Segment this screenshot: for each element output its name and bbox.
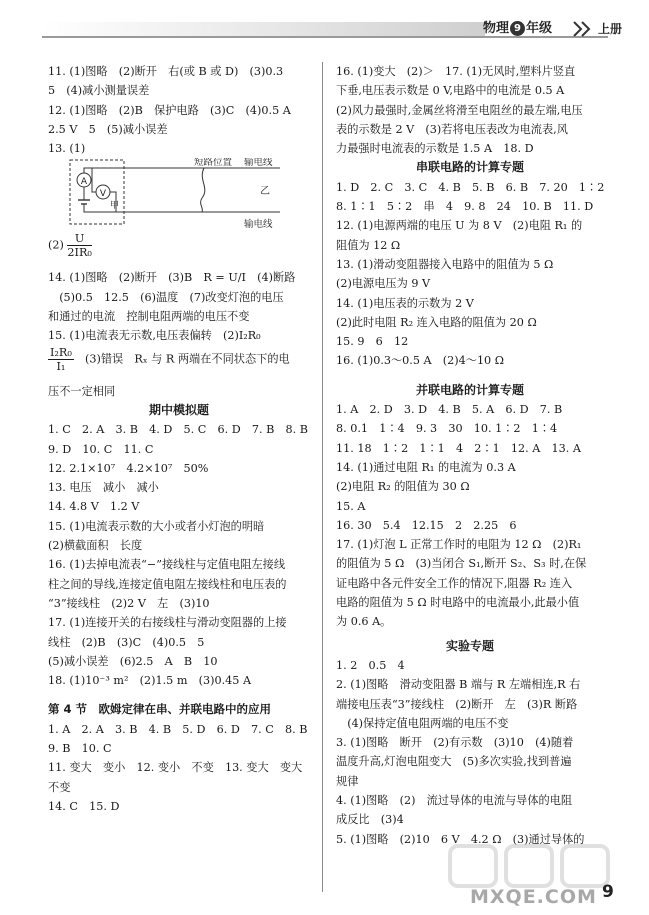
answer-line: 不变: [48, 780, 71, 794]
answer-line: 11. (1)图略 (2)断开 右(或 B 或 D) (3)0.3: [48, 65, 284, 78]
answer-line-fraction: [48, 346, 310, 382]
answer-line: 13. (1)滑动变阻器接入电路中的阻值为 5 Ω: [336, 257, 554, 271]
section-title-section4: 第 4 节 欧姆定律在串、并联电路中的应用: [48, 702, 272, 717]
answer-line: 8. 0.1 1∶4 9. 3 30 10. 1∶2 1∶4: [336, 422, 558, 436]
answer-line: 阻值为 12 Ω: [336, 238, 401, 252]
answer-line: 下垂,电压表示数是 0 V,电路中的电流是 0.5 A: [336, 84, 565, 98]
answer-line: 13. 电压 减小 减小: [48, 481, 159, 495]
answer-line: 3. (1)图略 断开 (2)有示数 (3)10 (4)随着: [336, 736, 574, 750]
answer-line: (2)横截面积 长度: [48, 539, 143, 553]
answer-line: 12. (1)电源两端的电压 U 为 8 V (2)电阻 R₁ 的: [336, 219, 583, 233]
answer-line: 14. (1)通过电阻 R₁ 的电流为 0.3 A: [336, 460, 516, 474]
answer-line: 11. 变大 变小 12. 变小 不变 13. 变大 变大: [48, 761, 303, 775]
answer-line: 电路的阻值为 5 Ω 时电路中的电流最小,此最小值: [336, 596, 580, 610]
section-title-parallel: 并联电路的计算专题: [415, 382, 524, 397]
fraction-denominator: I₁: [56, 359, 66, 373]
grade-circle: 9: [510, 21, 525, 36]
column-divider: [322, 62, 323, 892]
page-number: 9: [602, 882, 614, 902]
fraction-numerator: I₂R₀: [50, 345, 72, 359]
answer-line: 1. A 2. D 3. D 4. B 5. A 6. D 7. B: [336, 403, 563, 417]
answer-line: 1. A 2. A 3. B 4. B 5. D 6. D 7. C 8. B: [48, 722, 308, 736]
header-subject: 物理: [483, 21, 510, 36]
answer-line: 9. D 10. C 11. C: [48, 442, 154, 456]
answer-line: 17. (1)连接开关的右接线柱与滑动变阻器的上接: [48, 616, 287, 630]
answer-line: 1. D 2. C 3. C 4. B 5. B 6. B 7. 20 1∶2: [336, 180, 605, 194]
answer-line-fraction: [48, 232, 310, 268]
answer-line: (2)风力最强时,金属丝将滑至电阻丝的最左端,电压: [336, 103, 583, 117]
answer-line: 14. (1)图略 (2)断开 (3)B R = U/I (4)断路: [48, 271, 296, 285]
ammeter-symbol: A: [80, 177, 88, 188]
left-column: [48, 62, 310, 816]
answer-line: 2.5 V 5 (5)减小误差: [48, 122, 168, 136]
answer-line: 柱之间的导线,连接定值电阻左接线柱和电压表的: [48, 577, 287, 591]
answer-line: 16. (1)去掉电流表“−”接线柱与定值电阻左接线: [48, 558, 286, 572]
answer-line: 16. 30 5.4 12.15 2 2.25 6: [336, 518, 517, 532]
answer-line: (5)减小误差 (6)2.5 A B 10: [48, 654, 218, 668]
answer-line: 5. (1)图略 (2)10 6 V 4.2 Ω (3)通过导体的: [336, 832, 585, 846]
frac-prefix: (2): [48, 238, 64, 252]
right-column: [336, 62, 604, 849]
header-subject-grade: [483, 18, 552, 40]
answer-line: 4. (1)图略 (2) 流过导体的电流与导体的电阻: [336, 793, 573, 807]
answer-line: (4)保持定值电阻两端的电压不变: [336, 716, 509, 730]
jia-label: 甲: [110, 201, 120, 212]
wire-top-label: 输电线: [244, 158, 273, 169]
section-title-midterm: 期中模拟题: [148, 402, 209, 417]
answer-line: 成反比 (3)4: [336, 813, 404, 827]
answer-line: 15. 9 6 12: [336, 335, 409, 349]
answer-line: 15. A: [336, 499, 366, 513]
answer-line: 14. 4.8 V 1.2 V: [48, 500, 140, 514]
circuit-svg: [48, 158, 310, 232]
answer-line: (2)此时电阻 R₂ 连入电路的阻值为 20 Ω: [336, 315, 537, 329]
header-grade-suffix: 年级: [526, 21, 553, 36]
answer-line: 11. 18 1∶2 1∶1 4 2∶1 12. A 13. A: [336, 441, 581, 455]
answer-line: 16. (1)0.3～0.5 A (2)4～10 Ω: [336, 354, 505, 368]
answer-line: 17. (1)灯泡 L 正常工作时的电阻为 12 Ω (2)R₁: [336, 538, 582, 552]
answer-line: 9. B 10. C: [48, 742, 112, 756]
fraction-numerator: U: [67, 232, 91, 246]
answer-line: 为 0.6 A。: [336, 615, 392, 629]
answer-line: 14. C 15. D: [48, 799, 120, 813]
answer-line: 14. (1)电压表的示数为 2 V: [336, 296, 474, 310]
watermark-text: MXQE.COM: [470, 886, 597, 908]
answer-line: 16. (1)变大 (2)＞ 17. (1)无风时,塑料片竖直: [336, 65, 576, 78]
fraction: [48, 346, 74, 373]
voltmeter-symbol: V: [99, 189, 107, 200]
answer-line: 12. (1)图略 (2)B 保护电路 (3)C (4)0.5 A: [48, 103, 291, 117]
fraction: [67, 232, 91, 259]
answer-line: 12. 2.1×10⁷ 4.2×10⁷ 50%: [48, 461, 209, 475]
answer-line: 证电路中各元件安全工作的情况下,阻器 R₂ 连入: [336, 576, 573, 590]
wire-bottom-label: 输电线: [244, 219, 273, 231]
header-gradient-bar: [42, 22, 485, 36]
answer-line: 线柱 (2)B (3)C (4)0.5 5: [48, 635, 205, 649]
answer-line: 15. (1)电流表无示数,电压表偏转 (2)I₂R₀: [48, 329, 261, 343]
fraction-rest-text: (3)错误 Rₓ 与 R 两端在不同状态下的电: [73, 352, 290, 366]
answer-line: 8. 1∶1 5∶2 串 4 9. 8 24 10. B 11. D: [336, 200, 594, 214]
answer-line: 和通过的电流 控制电阻两端的电压不变: [48, 310, 250, 324]
section-title-experiment: 实验专题: [445, 638, 494, 653]
answer-line: 规律: [336, 774, 359, 788]
section-title-series: 串联电路的计算专题: [415, 160, 524, 175]
answer-line: “3”接线柱 (2)2 V 左 (3)10: [48, 596, 210, 610]
answer-line: (2)电源电压为 9 V: [336, 277, 431, 291]
answer-line: (5)0.5 12.5 (6)温度 (7)改变灯泡的电压: [48, 290, 284, 304]
answer-line: 温度升高,灯泡电阻变大 (5)多次实验,找到普遍: [336, 755, 572, 769]
short-circuit-label: 短路位置: [194, 158, 233, 169]
page-header: [0, 0, 649, 44]
answer-line: 2. (1)图略 滑动变阻器 B 端与 R 左端相连,R 右: [336, 678, 581, 692]
fraction-denominator: 2IR₀: [67, 246, 92, 260]
answer-line: 表的示数是 2 V (3)若将电压表改为电流表,风: [336, 122, 568, 136]
answer-line: 压不一定相同: [48, 384, 116, 398]
answer-line: (2)电阻 R₂ 的阻值为 30 Ω: [336, 480, 470, 494]
answer-line: 1. C 2. A 3. B 4. D 5. C 6. D 7. B 8. B: [48, 423, 308, 437]
answer-line: 5 (4)减小测量误差: [48, 84, 150, 98]
answer-line: 15. (1)电流表示数的大小或者小灯泡的明暗: [48, 519, 265, 533]
answer-line: 18. (1)10⁻³ m² (2)1.5 m (3)0.45 A: [48, 674, 252, 688]
yi-label: 乙: [260, 186, 270, 198]
answer-line: 1. 2 0.5 4: [336, 658, 405, 672]
answer-line: 力最强时电流表的示数是 1.5 A 18. D: [336, 142, 534, 156]
answer-line: 的阻值为 5 Ω (3)当闭合 S₁,断开 S₂、S₃ 时,在保: [336, 557, 587, 571]
header-volume: 上册: [597, 22, 622, 36]
circuit-diagram: [48, 158, 310, 232]
answer-line: 13. (1): [48, 142, 86, 156]
answer-line: 端接电压表“3”接线柱 (2)断开 左 (3)R 断路: [336, 697, 578, 711]
